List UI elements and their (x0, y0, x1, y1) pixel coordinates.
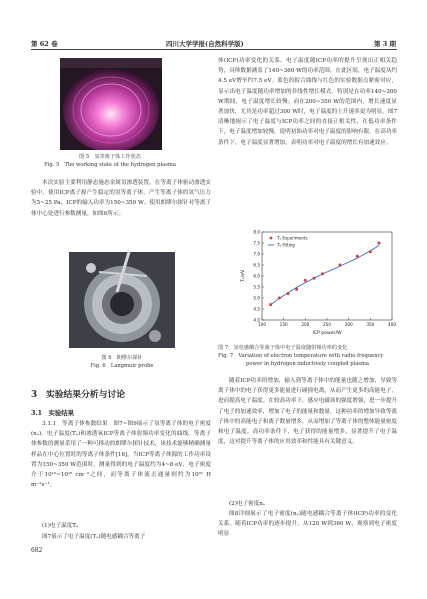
fig7-chart (238, 226, 398, 340)
y-tick-label: 4.0 (253, 317, 260, 323)
x-tick-label: 100 (258, 322, 266, 327)
fig7-caption-en-1: Fig. 7 Variation of electron temperature with radio frequency (218, 353, 384, 359)
section-title: 3 实验结果分析与讨论 (31, 390, 126, 400)
y-tick-label: 7.5 (253, 240, 260, 246)
data-point (378, 242, 381, 245)
fig5-caption-en: Fig. 5 The working state of the hydrogen plasma (44, 162, 176, 168)
x-axis-label: ICP power/W (312, 331, 342, 336)
y-tick-label: 5.5 (253, 284, 260, 290)
data-point (304, 279, 307, 282)
journal-title: 四川大学学报(自然科学版) (166, 40, 244, 48)
right-paragraph-3: (2)电子密度nₑ (229, 501, 266, 507)
fig5-caption-cn: 图 5 氢等离子体工作状态 (78, 154, 141, 160)
fig5-caption (40, 153, 180, 169)
y-tick-label: 6.0 (253, 273, 260, 279)
header-rule (31, 49, 397, 50)
left-paragraph-2: 3.1.1 等离子体参数结果 图7~图9展示了氢等离子体的电子密度(nₑ)、电子温度(Tₑ)和渗透氧ICP等离子体射频功率变化的曲线。等离子体参数的测量采用了一种可移动的朗缪尔探针技术，该技术能够精确测量样品在中心位置时的等离子体条件[16]。当ICP等离子体源的工作功率设置为150~350 W范围时，测量得到的电子温度约为4~8 eV，电子密度介于10¹⁵~10¹⁶ cm⁻³之间，而等离子体流击通量则约为10²¹ H m⁻²s⁻¹。 (31, 421, 211, 489)
legend-label-experiments: Tₑ Experiments (277, 235, 308, 241)
left-paragraph-3: (1)电子温度Tₑ (42, 523, 79, 529)
data-point (295, 288, 298, 291)
subsection-title: 3.1 实验结果 (31, 409, 75, 417)
fig7-caption (218, 344, 398, 368)
fig7-caption-cn: 图 7 氢电感耦合等离子体中电子温度随射频功率的变化 (218, 345, 348, 351)
fit-line (271, 242, 379, 304)
y-tick-label: 5.0 (253, 295, 260, 301)
plasma-glow-image (60, 58, 162, 150)
x-tick-label: 250 (323, 322, 331, 327)
langmuir-probe-image (69, 252, 175, 348)
data-point (356, 255, 359, 258)
data-point (339, 264, 342, 267)
data-point (278, 297, 281, 300)
data-point (269, 303, 272, 306)
issue-label: 第 3 期 (373, 40, 396, 48)
left-paragraph-4: 图7展示了电子温度(Tₑ)随电感耦合等离子 (42, 534, 146, 540)
fig6-probe-photo (69, 252, 175, 348)
data-point (287, 292, 290, 295)
y-tick-label: 6.5 (253, 262, 260, 268)
volume-label: 第 62 卷 (31, 40, 58, 48)
fig6-caption-cn: 图 6 朗缪尔探针 (101, 355, 143, 361)
y-tick-label: 8.0 (253, 229, 260, 235)
y-axis-label: Tₑ/eV (241, 269, 246, 283)
fig6-caption (60, 354, 184, 370)
fig7-caption-en-2: power in hydrogen inductively coupled plasma (246, 361, 369, 367)
right-paragraph-4: 图8详细展示了电子密度(nₑ)随电感耦合等离子体(ICP)功率的变化关系。随着ICP功率的逐步提升，从120 W到360 W，观察到电子密度明显 (218, 511, 397, 538)
data-point (369, 250, 372, 253)
x-tick-label: 350 (366, 322, 375, 327)
right-paragraph-1: 体(ICP)功率变化的关系。电子温度随ICP功率的提升呈现出正相关趋势，具体数据涵盖了140~360 W的功率范围。在此区间，电子温度从约4.5 eV增至约7.5 eV。蓝色的拟合曲线与红色的实验数据点紧密对应，显示出电子温度随功率增加的非线性增长模式。特别是在功率140~200 W期间，电子温度增长较慢；而在200~350 W的范围内，增长速度显著加快，尤其是功率超过300 W时，电子温度的上升速率更为明显。图7清晰地揭示了电子温度与ICP功率之间的直接正相关性，在低功率条件下，电子温度增加较慢，说明初始功率对电子温度的影响有限。在高功率条件下，电子温度显著增加，表明功率对电子温度的增长有加速效应。 (218, 58, 398, 146)
left-paragraph-1: 本次实验主要利用静态施态金属氢渗透装置，在等离子体驱动渗透实验中，使用ICP离子源产生稳定的氢等离子体，产生等离子体的氢气压力为5~25 Pa，ICP的输入功率为150~350 W。使用朗缪尔探针对等离子体中心处进行参数测量，如图6所示。 (31, 180, 211, 217)
data-point (321, 272, 324, 275)
x-tick-label: 400 (388, 322, 396, 327)
x-tick-label: 200 (301, 322, 310, 327)
y-tick-label: 7.0 (253, 251, 260, 257)
x-tick-label: 150 (279, 322, 288, 327)
data-point (313, 277, 316, 280)
page-number: 682 (31, 547, 43, 554)
right-paragraph-2: 随着ICP功率的增加，输入到等离子体中的能量也随之增加，导致等离子体中的电子获得更多能量进行碰撞电离，从而产生更多的高能电子，进而提高电子温度。在较高功率下，感应电磁场的强度增强，进一步提升了电子的加速效率，增加了电子的能量和数量。这种功率的增加导致等离子体中的高能电子和离子数量增多，从而增加了等离子体的整体能量密度和电子温度。高功率条件下，电子获得的能量增多，显著提升了电子温度，这对提升等离子体的应用效率和性能具有关键意义。 (218, 378, 398, 446)
fig7-chart-svg (238, 226, 398, 340)
legend-label-fitting: Tₑ Fitting (277, 242, 295, 248)
x-tick-label: 300 (344, 322, 353, 327)
legend-marker-experiments (270, 237, 273, 240)
y-tick-label: 4.5 (253, 306, 260, 312)
fig5-plasma-photo (60, 58, 162, 150)
fig6-caption-en: Fig. 6 Langmuir probe (90, 363, 154, 369)
page-header (0, 0, 427, 50)
